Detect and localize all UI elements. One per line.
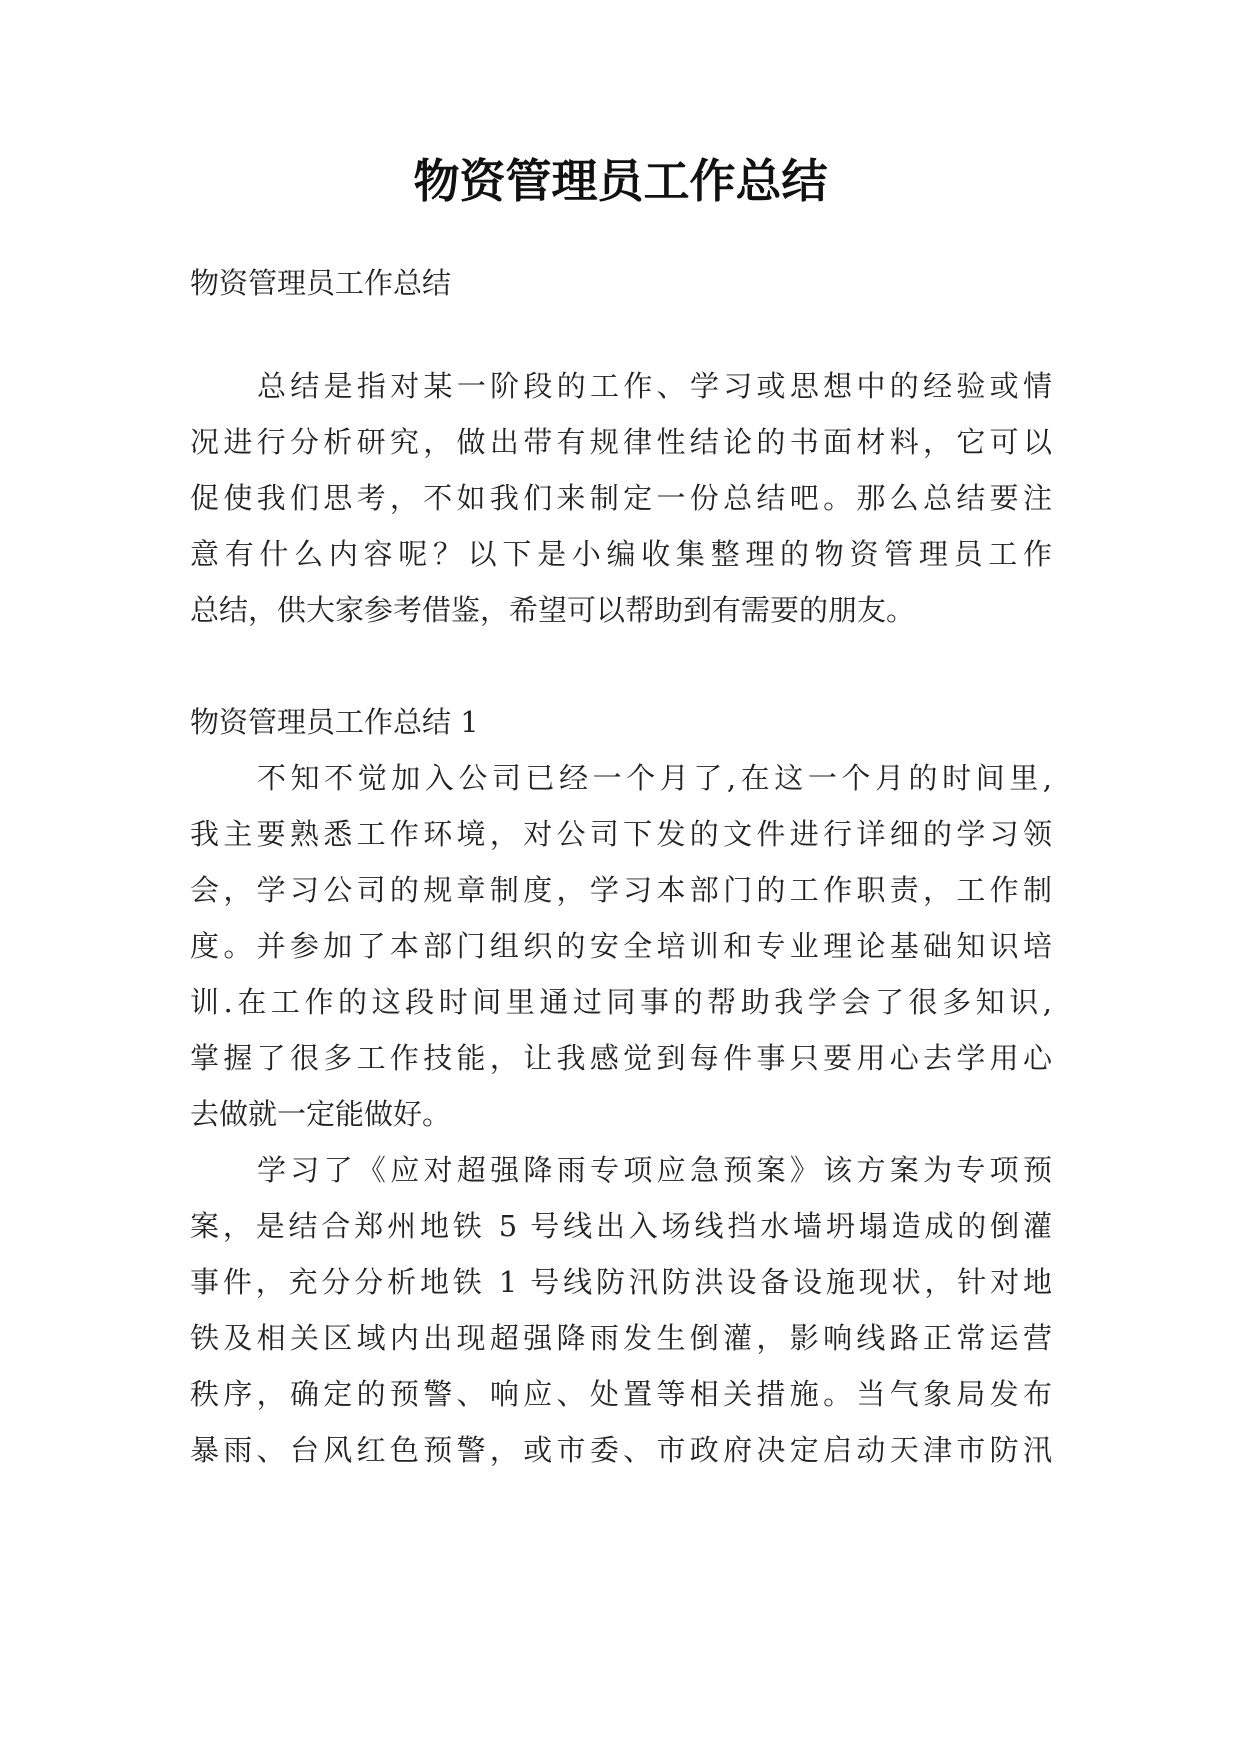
intro-line: 意有什么内容呢？以下是小编收集整理的物资管理员工作 <box>190 537 1052 571</box>
intro-line: 况进行分析研究，做出带有规律性结论的书面材料，它可以 <box>190 425 1052 459</box>
intro-line: 总结，供大家参考借鉴，希望可以帮助到有需要的朋友。 <box>190 593 916 627</box>
paragraph-line: 会，学习公司的规章制度，学习本部门的工作职责，工作制 <box>190 873 1052 907</box>
paragraph-line: 训.在工作的这段时间里通过同事的帮助我学会了很多知识, <box>190 985 1052 1019</box>
paragraph-line: 秩序，确定的预警、响应、处置等相关措施。当气象局发布 <box>190 1377 1052 1411</box>
section-heading: 物资管理员工作总结 1 <box>190 705 479 739</box>
intro-line: 促使我们思考，不如我们来制定一份总结吧。那么总结要注 <box>190 481 1052 515</box>
paragraph-line: 掌握了很多工作技能，让我感觉到每件事只要用心去学用心 <box>190 1041 1052 1075</box>
paragraph-line: 不知不觉加入公司已经一个月了,在这一个月的时间里, <box>257 761 1052 795</box>
document-subtitle: 物资管理员工作总结 <box>190 266 452 300</box>
document-title: 物资管理员工作总结 <box>413 154 828 208</box>
paragraph-line: 事件，充分分析地铁 1 号线防汛防洪设备设施现状，针对地 <box>190 1265 1052 1299</box>
paragraph-line: 我主要熟悉工作环境，对公司下发的文件进行详细的学习领 <box>190 817 1052 851</box>
paragraph-line: 案，是结合郑州地铁 5 号线出入场线挡水墙坍塌造成的倒灌 <box>190 1209 1052 1243</box>
paragraph-line: 去做就一定能做好。 <box>190 1097 452 1131</box>
paragraph-line: 学习了《应对超强降雨专项应急预案》该方案为专项预 <box>257 1153 1052 1187</box>
intro-line: 总结是指对某一阶段的工作、学习或思想中的经验或情 <box>257 369 1052 403</box>
paragraph-line: 暴雨、台风红色预警，或市委、市政府决定启动天津市防汛 <box>190 1433 1052 1467</box>
paragraph-line: 铁及相关区域内出现超强降雨发生倒灌，影响线路正常运营 <box>190 1321 1052 1355</box>
paragraph-line: 度。并参加了本部门组织的安全培训和专业理论基础知识培 <box>190 929 1052 963</box>
